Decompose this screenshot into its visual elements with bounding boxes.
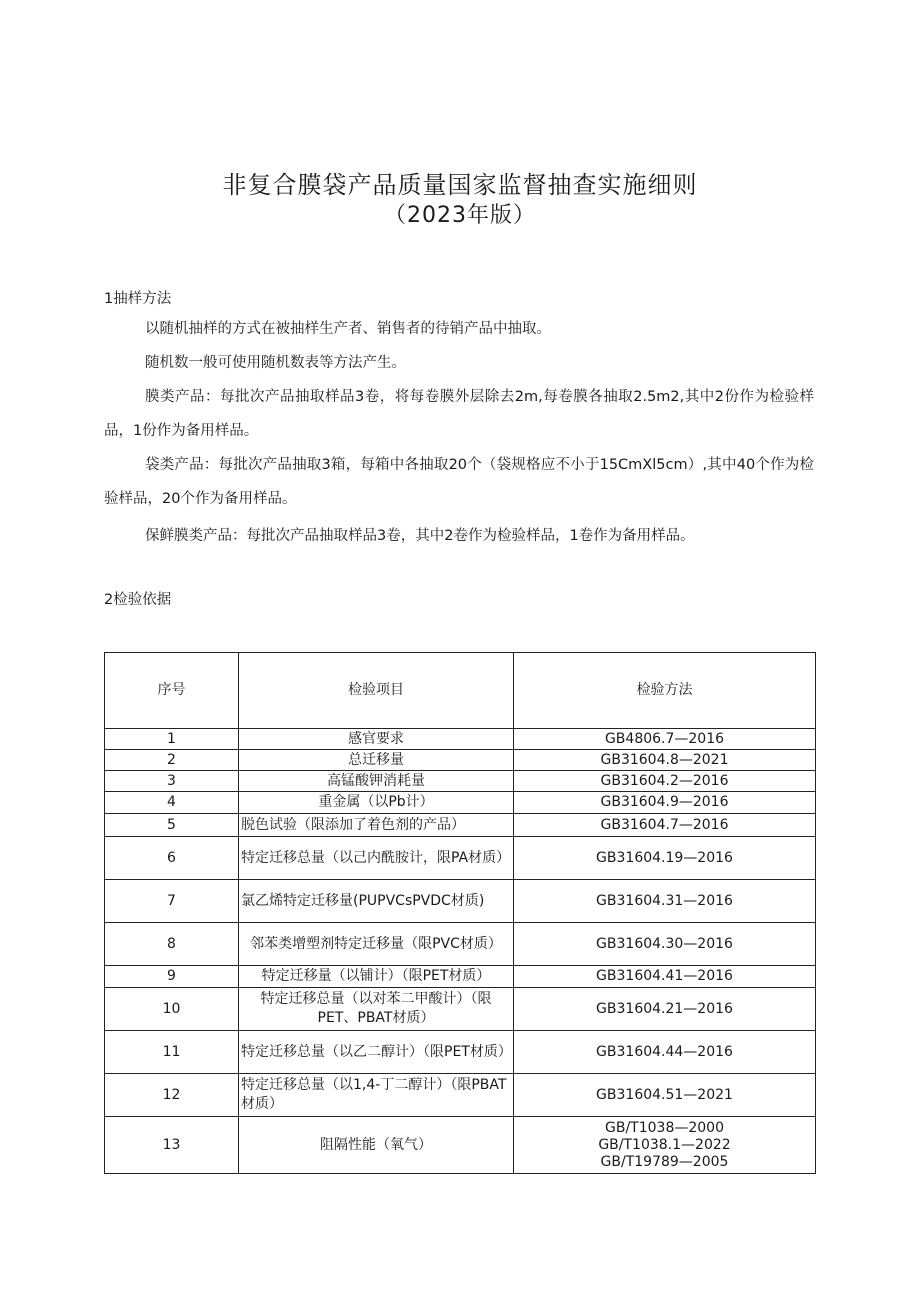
section-heading-sampling: 1抽样方法: [104, 291, 172, 307]
row-item: 感官要求: [239, 729, 514, 750]
row-method: GB31604.21—2016: [514, 988, 816, 1031]
table-row: [105, 837, 816, 880]
row-no: 9: [105, 966, 239, 988]
row-no: 11: [105, 1031, 239, 1074]
table-row: [105, 880, 816, 923]
row-item: 重金属（以Pb计）: [239, 792, 514, 814]
row-item: 邻苯类增塑剂特定迁移量（限PVC材质）: [239, 923, 514, 966]
row-method: GB31604.19—2016: [514, 837, 816, 880]
paragraph: 保鲜膜类产品：每批次产品抽取样品3卷，其中2卷作为检验样品，1卷作为备用样品。: [145, 528, 695, 544]
row-method: GB31604.9—2016: [514, 792, 816, 814]
row-no: 2: [105, 750, 239, 771]
table-row: [105, 814, 816, 837]
row-item: 总迁移量: [239, 750, 514, 771]
row-method: GB/T1038.1—2022: [598, 1136, 731, 1153]
table-row: [105, 1074, 816, 1117]
row-method: GB31604.51—2021: [514, 1074, 816, 1117]
row-method: GB31604.31—2016: [514, 880, 816, 923]
inspection-table: [104, 652, 816, 1174]
row-no: 5: [105, 814, 239, 837]
row-method: GB31604.8—2021: [514, 750, 816, 771]
row-method: GB4806.7—2016: [514, 729, 816, 750]
row-method-list: [514, 1117, 816, 1174]
table-row: [105, 729, 816, 750]
row-method: GB31604.41—2016: [514, 966, 816, 988]
row-method: GB/T19789—2005: [600, 1153, 729, 1170]
row-no: 12: [105, 1074, 239, 1117]
row-no: 4: [105, 792, 239, 814]
table-header-row: [105, 653, 816, 729]
row-item: 特定迁移总量（以对苯二甲酸计）（限PET、PBAT材质）: [239, 988, 514, 1031]
row-item: 氯乙烯特定迁移量(PUPVCsPVDC材质): [239, 880, 514, 923]
paragraph: 随机数一般可使用随机数表等方法产生。: [145, 355, 406, 371]
row-method: GB31604.2—2016: [514, 771, 816, 792]
paragraph: 袋类产品：每批次产品抽取3箱，每箱中各抽取20个（袋规格应不小于15CmXl5cm）,其中40个作为检验样品，20个作为备用样品。: [104, 457, 814, 507]
row-method: GB31604.30—2016: [514, 923, 816, 966]
table-row: [105, 750, 816, 771]
row-no: 1: [105, 729, 239, 750]
row-method: GB31604.7—2016: [514, 814, 816, 837]
row-item: 阻隔性能（氧气）: [239, 1117, 514, 1174]
row-method: GB31604.44—2016: [514, 1031, 816, 1074]
row-no: 7: [105, 880, 239, 923]
row-no: 3: [105, 771, 239, 792]
paragraph: 以随机抽样的方式在被抽样生产者、销售者的待销产品中抽取。: [145, 321, 551, 337]
row-no: 13: [105, 1117, 239, 1174]
table-row: [105, 792, 816, 814]
col-header-item: 检验项目: [239, 653, 514, 729]
row-method: GB/T1038—2000: [605, 1119, 724, 1136]
row-no: 8: [105, 923, 239, 966]
row-item: 特定迁移总量（以乙二醇计）（限PET材质）: [239, 1031, 514, 1074]
table-row: [105, 923, 816, 966]
row-item: 脱色试验（限添加了着色剂的产品）: [239, 814, 514, 837]
row-item: 高锰酸钾消耗量: [239, 771, 514, 792]
row-no: 6: [105, 837, 239, 880]
col-header-method: 检验方法: [514, 653, 816, 729]
document-title: 非复合膜袋产品质量国家监督抽查实施细则: [222, 171, 698, 199]
table-row: [105, 988, 816, 1031]
row-item: 特定迁移量（以铺计）（限PET材质）: [239, 966, 514, 988]
row-item: 特定迁移总量（以1,4-丁二醇计）（限PBAT材质）: [239, 1074, 514, 1117]
table-row: [105, 966, 816, 988]
section-heading-basis: 2检验依据: [104, 592, 172, 608]
paragraph: 膜类产品：每批次产品抽取样品3卷，将每卷膜外层除去2m,每卷膜各抽取2.5m2,其中2份作为检验样品，1份作为备用样品。: [104, 389, 814, 439]
row-item: 特定迁移总量（以己内酰胺计，限PA材质）: [239, 837, 514, 880]
document-subtitle: （2023年版）: [384, 203, 536, 228]
table-row: [105, 1117, 816, 1174]
row-no: 10: [105, 988, 239, 1031]
col-header-no: 序号: [105, 653, 239, 729]
table-row: [105, 771, 816, 792]
table-row: [105, 1031, 816, 1074]
